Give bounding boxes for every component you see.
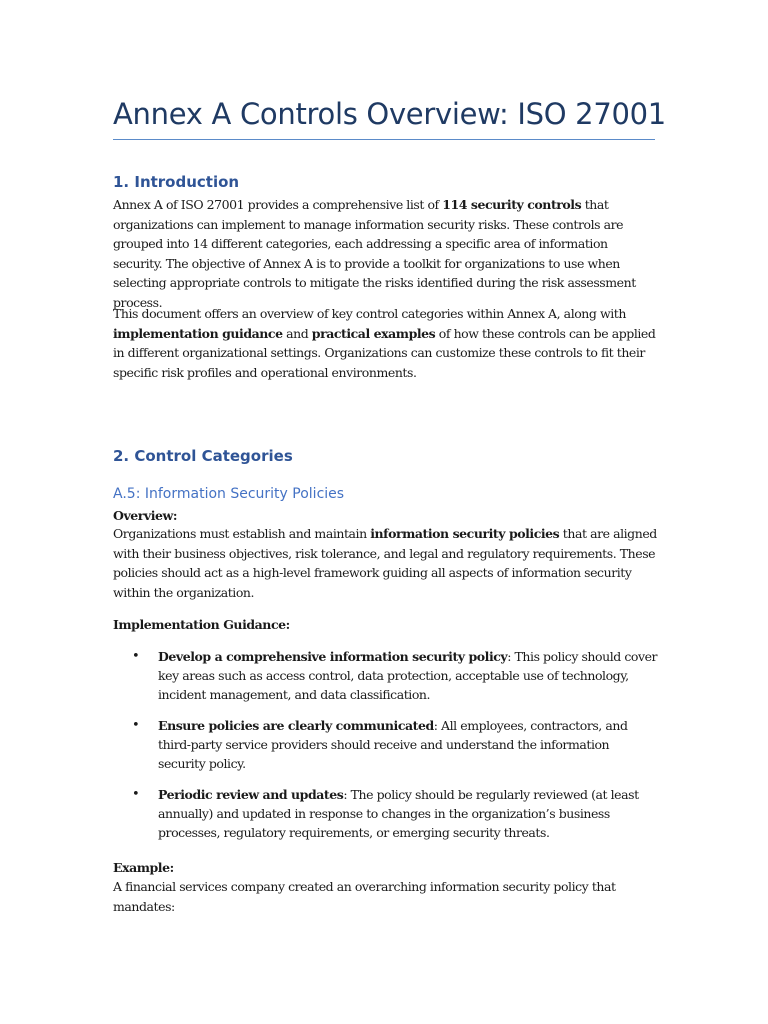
paragraph-text: Organizations must establish and maintain [113,526,371,541]
paragraph-text: that are aligned with their business objectives, risk tolerance, and legal and regulatory requirements. These policies should act as a high-level framework guiding all aspects of information security within the organization. [113,526,657,600]
bullet-title: Periodic review and updates [158,787,344,802]
introduction-paragraph-2 [113,304,658,382]
paragraph-text: and [282,325,312,341]
overview-label: Overview: [113,508,177,523]
example-paragraph: A financial services company created an overarching information security policy that mandates: [113,879,616,914]
document-title: Annex A Controls Overview: ISO 27001 [113,97,666,131]
bullet-icon: • [132,649,140,664]
introduction-heading: 1. Introduction [113,173,240,191]
guidance-bullet-item [113,647,658,704]
bullet-title: Ensure policies are clearly communicated [158,718,434,733]
implementation-guidance-label: Implementation Guidance: [113,617,290,632]
introduction-paragraph-1 [113,195,658,312]
paragraph-text: Annex A of ISO 27001 provides a comprehensive list of [113,197,443,212]
emphasis-text: information security policies [370,526,560,541]
guidance-bullet-item [113,785,658,842]
overview-paragraph [113,524,658,602]
emphasis-text: practical examples [311,325,436,341]
emphasis-text: 114 security controls [442,197,582,212]
bullet-text: : All employees, contractors, and third-party service providers should receive and understand the information security policy. [158,718,628,771]
bullet-icon: • [132,787,140,802]
example-label: Example: [113,860,174,875]
bullet-text: : This policy should cover key areas such as access control, data protection, acceptable use of technology, incident management, and data classification. [158,649,658,702]
implementation-guidance-list [113,647,658,854]
control-categories-heading: 2. Control Categories [113,447,293,465]
guidance-bullet-item [113,716,658,773]
paragraph-text: This document offers an overview of key control categories within Annex A, along with [113,306,626,321]
bullet-text: : The policy should be regularly reviewed (at least annually) and updated in response to changes in the organization’s business processes, regulatory requirements, or emerging security threats. [158,787,639,840]
bullet-icon: • [132,718,140,733]
paragraph-text: that organizations can implement to manage information security risks. These controls are grouped into 14 different categories, each addressing a specific area of information security. The objective of Annex A is to provide a toolkit for organizations to use when selecting appropriate controls to mitigate the risks identified during the risk assessment process. [113,197,636,310]
paragraph-text: of how these controls can be applied in different organizational settings. Organizations can customize these controls to fit their specific risk profiles and operational environments. [113,325,656,380]
a5-heading: A.5: Information Security Policies [113,486,345,502]
title-divider [113,139,655,140]
bullet-title: Develop a comprehensive information security policy [158,649,508,664]
emphasis-text: implementation guidance [113,325,283,341]
